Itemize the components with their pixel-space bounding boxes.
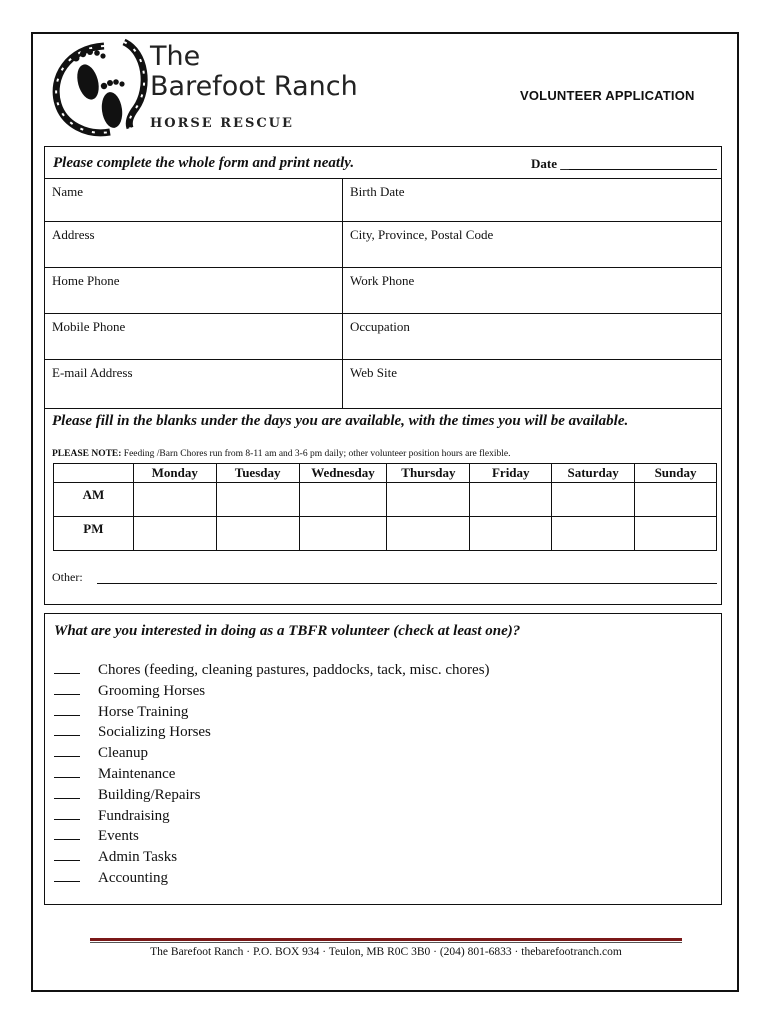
note-label: PLEASE NOTE:	[52, 449, 122, 459]
day-header: Thursday	[387, 464, 470, 483]
contact-section	[44, 146, 722, 409]
form-row	[45, 314, 721, 360]
form-row	[45, 268, 721, 314]
home-phone-field[interactable]: Home Phone	[52, 273, 120, 288]
time-cell[interactable]	[635, 483, 717, 517]
logo-subtitle: HORSE RESCUE	[150, 116, 294, 131]
interest-label: Socializing Horses	[98, 724, 211, 741]
time-cell[interactable]	[133, 517, 216, 551]
interests-list	[54, 662, 490, 891]
availability-heading: Please fill in the blanks under the days you are available, with the times you will be available.	[52, 413, 629, 429]
time-cell[interactable]	[299, 483, 387, 517]
time-cell[interactable]	[299, 517, 387, 551]
city-province-postal-field[interactable]: City, Province, Postal Code	[342, 222, 721, 267]
time-cell[interactable]	[552, 483, 635, 517]
time-cell[interactable]	[470, 517, 552, 551]
time-cell[interactable]	[387, 483, 470, 517]
check-blank[interactable]	[54, 704, 80, 716]
check-blank[interactable]	[54, 849, 80, 861]
interest-label: Maintenance	[98, 765, 176, 782]
day-header: Wednesday	[299, 464, 387, 483]
instruction-row	[45, 147, 721, 179]
interests-section	[44, 613, 722, 905]
other-label: Other:	[52, 570, 83, 584]
address-field[interactable]: Address	[52, 227, 95, 242]
check-blank[interactable]	[54, 808, 80, 820]
time-cell[interactable]	[133, 483, 216, 517]
interest-label: Cleanup	[98, 745, 148, 762]
row-header-pm: PM	[54, 517, 134, 551]
check-blank[interactable]	[54, 766, 80, 778]
availability-section	[44, 409, 722, 605]
form-row	[45, 222, 721, 268]
interest-label: Building/Repairs	[98, 786, 201, 803]
interest-item	[54, 704, 490, 725]
name-field[interactable]: Name	[52, 184, 84, 199]
check-blank[interactable]	[54, 683, 80, 695]
date-field[interactable]	[569, 169, 717, 170]
day-header: Sunday	[635, 464, 717, 483]
email-field[interactable]: E-mail Address	[52, 365, 133, 380]
form-title: VOLUNTEER APPLICATION	[520, 88, 695, 103]
time-cell[interactable]	[387, 517, 470, 551]
form-row	[45, 360, 721, 408]
interest-item	[54, 870, 490, 891]
check-blank[interactable]	[54, 745, 80, 757]
logo-title-the: The	[150, 41, 201, 72]
table-header-row	[54, 464, 717, 483]
form-row	[45, 179, 721, 222]
day-header: Monday	[133, 464, 216, 483]
corner-cell	[54, 464, 134, 483]
work-phone-field[interactable]: Work Phone	[342, 268, 721, 313]
interest-label: Grooming Horses	[98, 682, 206, 699]
availability-table	[53, 463, 717, 551]
interest-label: Events	[98, 828, 139, 845]
time-cell[interactable]	[216, 483, 299, 517]
interest-item	[54, 808, 490, 829]
note-text: Feeding /Barn Chores run from 8-11 am and 3-6 pm daily; other volunteer position hours are flexible.	[121, 449, 511, 459]
check-blank[interactable]	[54, 662, 80, 674]
mobile-phone-field[interactable]: Mobile Phone	[52, 319, 126, 334]
interests-heading: What are you interested in doing as a TBFR volunteer (check at least one)?	[54, 623, 521, 639]
time-cell[interactable]	[635, 517, 717, 551]
interest-item	[54, 662, 490, 683]
logo-title-name: Barefoot Ranch	[150, 71, 358, 102]
interest-label: Fundraising	[98, 807, 170, 824]
interest-item	[54, 787, 490, 808]
check-blank[interactable]	[54, 787, 80, 799]
interest-item	[54, 849, 490, 870]
occupation-field[interactable]: Occupation	[342, 314, 721, 359]
other-field[interactable]	[97, 583, 717, 584]
check-blank[interactable]	[54, 870, 80, 882]
instruction-text: Please complete the whole form and print neatly.	[53, 155, 355, 171]
day-header: Tuesday	[216, 464, 299, 483]
check-blank[interactable]	[54, 828, 80, 840]
footer-contact-text: The Barefoot Ranch · P.O. BOX 934 · Teulon, MB R0C 3B0 · (204) 801-6833 · thebarefootranch.com	[150, 946, 622, 958]
interest-label: Accounting	[98, 869, 168, 886]
day-header: Friday	[470, 464, 552, 483]
time-cell[interactable]	[216, 517, 299, 551]
time-cell[interactable]	[470, 483, 552, 517]
interest-item	[54, 766, 490, 787]
interest-label: Admin Tasks	[98, 849, 178, 866]
footer-rule-thin	[90, 942, 682, 943]
table-row	[54, 517, 717, 551]
table-row	[54, 483, 717, 517]
interest-label: Chores (feeding, cleaning pastures, paddocks, tack, misc. chores)	[98, 662, 490, 678]
birth-date-field[interactable]: Birth Date	[342, 179, 721, 221]
availability-note	[52, 449, 510, 459]
row-header-am: AM	[54, 483, 134, 517]
day-header: Saturday	[552, 464, 635, 483]
interest-label: Horse Training	[98, 703, 189, 720]
interest-item	[54, 724, 490, 745]
check-blank[interactable]	[54, 724, 80, 736]
interest-item	[54, 745, 490, 766]
time-cell[interactable]	[552, 517, 635, 551]
interest-item	[54, 683, 490, 704]
footer-rule	[90, 938, 682, 941]
date-label: Date ___	[531, 156, 580, 171]
logo-wordmark	[150, 42, 358, 102]
interest-item	[54, 828, 490, 849]
website-field[interactable]: Web Site	[342, 360, 721, 408]
